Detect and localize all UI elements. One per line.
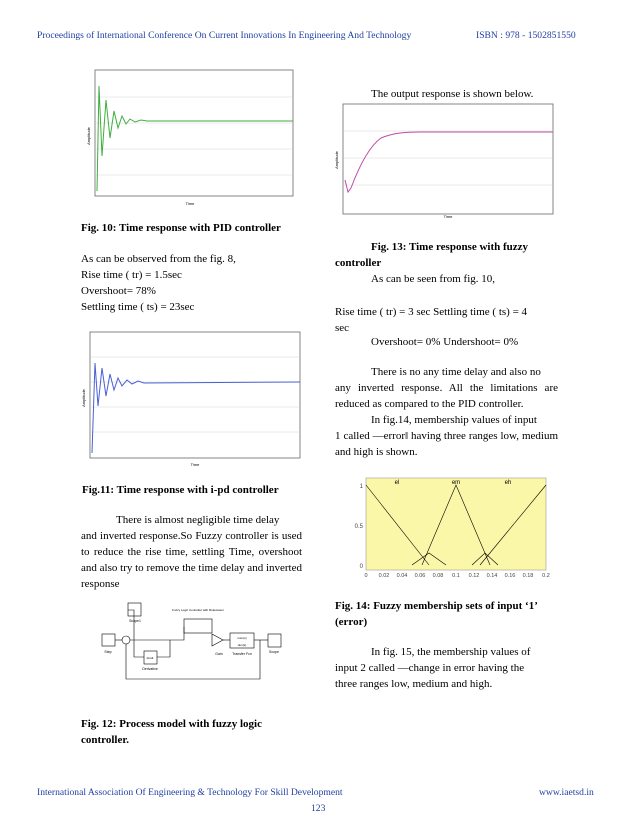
step-block [102,634,115,646]
pid-rise-time: Rise time ( tr) = 1.5sec [81,269,182,281]
para-fig15-line3: three ranges low, medium and high. [335,678,493,690]
xtick-1: 0.02 [378,573,390,579]
seen-from-fig: As can be seen from fig. 10, [371,273,496,285]
running-header-left: Proceedings of International Conference On Current Innovations In Engineering And Technology [37,30,412,41]
output-intro: The output response is shown below. [371,88,534,100]
fig10-xlabel: Time [185,201,195,206]
scope1-block [128,603,141,616]
fig13-caption-line2: controller [335,257,382,269]
xtick-labels [364,573,549,579]
set-eh-label: eh [504,480,512,486]
dudt-label: du/dt [146,656,154,660]
xtick-6: 0.12 [468,573,480,579]
xtick-10: 0.2 [542,573,550,579]
fuzzy-rise-settle-line2: sec [335,322,350,334]
gain-block [212,634,223,646]
ytick-0: 0 [359,564,363,570]
derivative-label: Derivative [142,667,158,671]
fig10-pid-response-plot [87,66,297,206]
fig14-membership-chart [352,473,552,585]
sum-block [122,636,130,644]
step-label: Step [104,650,112,654]
xtick-3: 0.06 [414,573,426,579]
tf-num: num(s) [237,636,247,640]
pid-settling-time: Settling time ( ts) = 23sec [81,301,195,313]
para-delay-indent: There is almost negligible time delay [116,514,280,526]
scope-block [268,634,281,647]
xtick-2: 0.04 [396,573,408,579]
footer-association: International Association Of Engineering & Technology For Skill Development [37,787,343,798]
transfer-label: Transfer Fcn [232,652,252,656]
fig13-fuzzy-response-plot [335,100,557,220]
xtick-4: 0.08 [432,573,444,579]
page-number: 123 [311,803,326,814]
fig11-ylabel: Amplitude [81,389,86,407]
scope-label: Scope [269,650,279,654]
xtick-9: 0.18 [522,573,534,579]
xtick-5: 0.1 [452,573,460,579]
fuzzy-over-under: Overshoot= 0% Undershoot= 0% [371,336,519,348]
set-el-label: el [394,480,400,486]
fig11-xlabel: Time [190,462,200,467]
tf-den: den(s) [237,643,247,647]
running-header-isbn: ISBN : 978 - 1502851550 [476,30,576,41]
xtick-0: 0 [364,573,368,579]
fuzzy-rise-settle-line1: Rise time ( tr) = 3 sec Settling time ( ts) = 4 [335,306,528,318]
fig10-caption: Fig. 10: Time response with PID controller [81,222,281,234]
para-fig14-indent: In fig.14, membership values of input [371,414,537,426]
set-em-label: em [451,480,461,486]
scope1-label: Scope1 [129,619,141,623]
obs-intro: As can be observed from the fig. 8, [81,253,236,265]
fig14-caption-line1: Fig. 14: Fuzzy membership sets of input ‘1’ [335,600,538,612]
fig12-process-model-diagram [92,597,306,699]
para-nodelay-indent: There is no any time delay and also no [371,366,541,378]
pid-overshoot: Overshoot= 78% [81,285,156,297]
fig13-caption-line1: Fig. 13: Time response with fuzzy [371,241,529,253]
para-fig15-line2: input 2 called ―change in error having the [335,662,525,674]
ytick-1: 1 [359,484,363,490]
fig13-xlabel: Time [443,214,453,219]
xtick-7: 0.14 [486,573,498,579]
para-delay-body: and inverted response.So Fuzzy controller is used to reduce the rise time, settling Time, overshoot and also try to remove the time delay and inverted response [81,530,302,590]
ytick-05: 0.5 [354,524,363,530]
footer-website: www.iaetsd.in [539,787,594,798]
para-fig15-indent: In fig. 15, the membership values of [371,646,531,658]
para-nodelay-body: any inverted response. All the limitations are reduced as compared to the PID controller. [335,382,558,410]
fig11-ipd-response-plot [82,328,304,468]
flc-block [184,619,212,633]
fig11-caption: Fig.11: Time response with i-pd controller [82,484,279,496]
xtick-8: 0.16 [504,573,516,579]
fig12-caption-line1: Fig. 12: Process model with fuzzy logic [81,718,262,730]
fig14-caption-line2: (error) [335,616,368,628]
para-fig14-body: 1 called ―error‖ having three ranges low, medium and high is shown. [335,430,558,458]
fig12-caption-line2: controller. [81,734,129,746]
gain-label: Gain [215,652,223,656]
flc-label: Fuzzy Logic Controller with Ruleviewer [172,608,224,612]
fig13-ylabel: Amplitude [334,151,339,169]
fig10-ylabel: Amplitude [86,127,91,145]
